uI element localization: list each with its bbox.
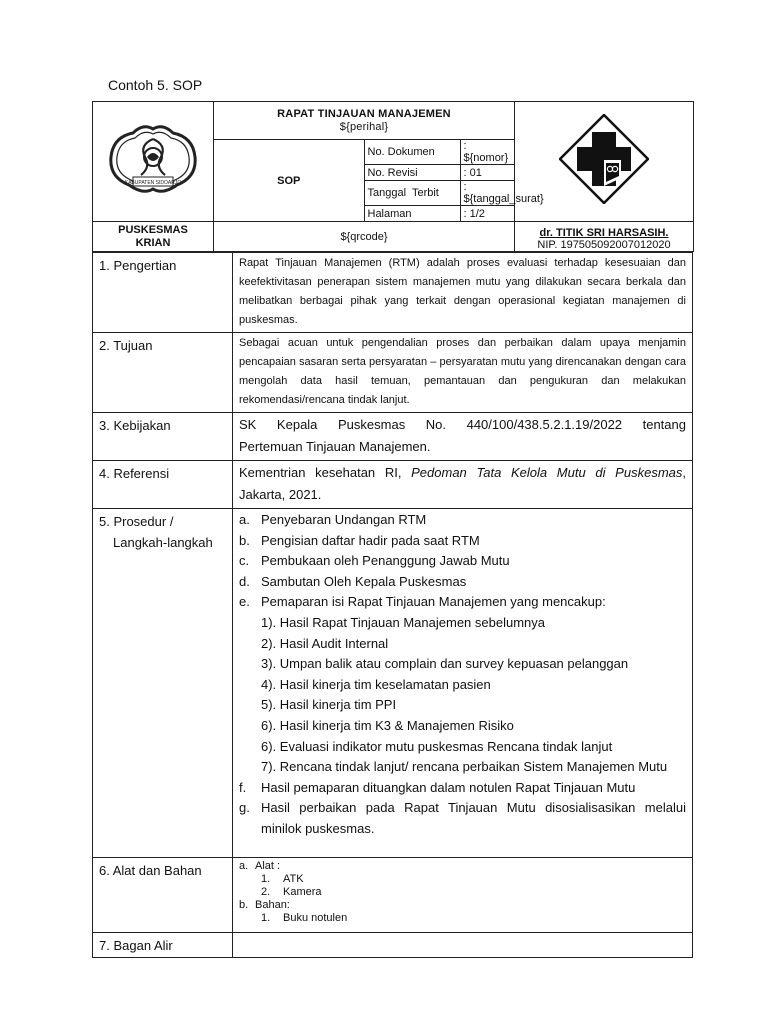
sop-subtitle: ${perihal}: [339, 121, 389, 133]
section-label: 5. Prosedur / Langkah-langkah: [93, 509, 233, 858]
list-item: b. Pengisian daftar hadir pada saat RTM: [239, 532, 480, 548]
title-cell: [214, 102, 515, 140]
list-item: 2. Kamera: [261, 886, 322, 898]
document-meta-table: [365, 140, 544, 221]
qrcode-placeholder: ${qrcode}: [214, 222, 515, 252]
sop-title: RAPAT TINJAUAN MANAJEMEN: [277, 108, 451, 120]
sub-list-item: 4). Hasil kinerja tim keselamatan pasien: [261, 676, 491, 692]
document-title: Contoh 5. SOP: [108, 77, 203, 93]
meta-row-dokumen: No. Dokumen : ${nomor}: [365, 140, 515, 165]
sub-list-item: 6). Hasil kinerja tim K3 & Manajemen Risiko: [261, 717, 514, 733]
section-tujuan: [93, 333, 693, 413]
section-label: 3. Kebijakan: [93, 413, 233, 461]
sop-header-table: [92, 101, 694, 252]
section-label: 1. Pengertian: [93, 253, 233, 333]
alat-bahan-list: [233, 858, 693, 933]
signer-name: dr. TITIK SRI HARSASIH.: [539, 226, 669, 239]
section-label: 2. Tujuan: [93, 333, 233, 413]
logo-cell: [93, 102, 214, 222]
sop-label: SOP: [214, 140, 365, 222]
list-item: e. Pemaparan isi Rapat Tinjauan Manajemen yang mencakup:: [239, 594, 606, 610]
section-pengertian: [93, 253, 693, 333]
list-item: 1. ATK: [261, 873, 304, 885]
section-alat-bahan: [93, 858, 693, 933]
section-prosedur: [93, 509, 693, 858]
sub-list-item: 6). Evaluasi indikator mutu puskesmas Rencana tindak lanjut: [261, 738, 613, 754]
section-label: 7. Bagan Alir: [93, 933, 233, 958]
sub-list-item: 3). Umpan balik atau complain dan survey kepuasan pelanggan: [261, 656, 629, 672]
section-label: 6. Alat dan Bahan: [93, 858, 233, 933]
kebijakan-text: SK Kepala Puskesmas No. 440/100/438.5.2.1.19/2022 tentang Pertemuan Tinjauan Manajemen.: [233, 413, 693, 461]
referensi-text: Kementrian kesehatan RI, Pedoman Tata Kelola Mutu di Puskesmas, Jakarta, 2021.: [233, 461, 693, 509]
list-item: d. Sambutan Oleh Kepala Puskesmas: [239, 573, 467, 589]
signer-nip: NIP. 197505092007012020: [537, 238, 671, 251]
document-meta-cell: [364, 140, 544, 222]
kabupaten-logo-icon: [103, 119, 203, 199]
section-label: 4. Referensi: [93, 461, 233, 509]
section-bagan-alir: [93, 933, 693, 958]
puskesmas-cross-icon: [559, 114, 649, 204]
section-kebijakan: [93, 413, 693, 461]
signature-cell: [515, 222, 694, 252]
meta-row-tanggal: Tanggal Terbit : ${tanggal_surat}: [365, 181, 515, 206]
list-item: g. Hasil perbaikan pada Rapat Tinjauan Mutu disosialisasikan melalui minilok puskesmas.: [239, 800, 686, 836]
sub-list-item: 2). Hasil Audit Internal: [261, 635, 389, 651]
list-item: b. Bahan:: [239, 899, 290, 911]
sub-list-item: 7). Rencana tindak lanjut/ rencana perbaikan Sistem Manajemen Mutu: [261, 759, 668, 775]
tujuan-text: Sebagai acuan untuk pengendalian proses dan perbaikan dalam upaya menjamin pencapaian sasaran serta persyaratan – persyaratan mutu yang direncanakan dengan cara mengolah data hasil temuan, pemantauan dan pengukuran dan melakukan rekomendasi/rencana tindak lanjut.: [233, 333, 693, 413]
pengertian-text: Rapat Tinjauan Manajemen (RTM) adalah proses evaluasi terhadap kesesuaian dan keefektivitasan penerapan sistem manajemen mutu yang dilakukan secara berkala dan melibatkan berbagai pihak yang terkait dengan operasional kegiatan manajemen di puskesmas.: [233, 253, 693, 333]
organization-name: PUSKESMAS KRIAN: [93, 222, 214, 252]
meta-row-revisi: No. Revisi : 01: [365, 165, 515, 181]
sop-body-table: [92, 252, 693, 958]
list-item: a. Alat :: [239, 860, 281, 872]
list-item: 1. Buku notulen: [261, 912, 348, 924]
section-referensi: [93, 461, 693, 509]
list-item: f. Hasil pemaparan dituangkan dalam notulen Rapat Tinjauan Mutu: [239, 779, 636, 795]
meta-row-halaman: Halaman : 1/2: [365, 206, 515, 222]
sub-list-item: 5). Hasil kinerja tim PPI: [261, 697, 397, 713]
list-item: c. Pembukaan oleh Penanggung Jawab Mutu: [239, 553, 510, 569]
prosedur-list: [233, 509, 693, 858]
logo-lettering: KABUPATEN SIDOARJO: [124, 180, 182, 186]
bagan-alir-content: [233, 933, 693, 958]
sub-list-item: 1). Hasil Rapat Tinjauan Manajemen sebelumnya: [261, 614, 545, 630]
list-item: a. Penyebaran Undangan RTM: [239, 512, 427, 527]
